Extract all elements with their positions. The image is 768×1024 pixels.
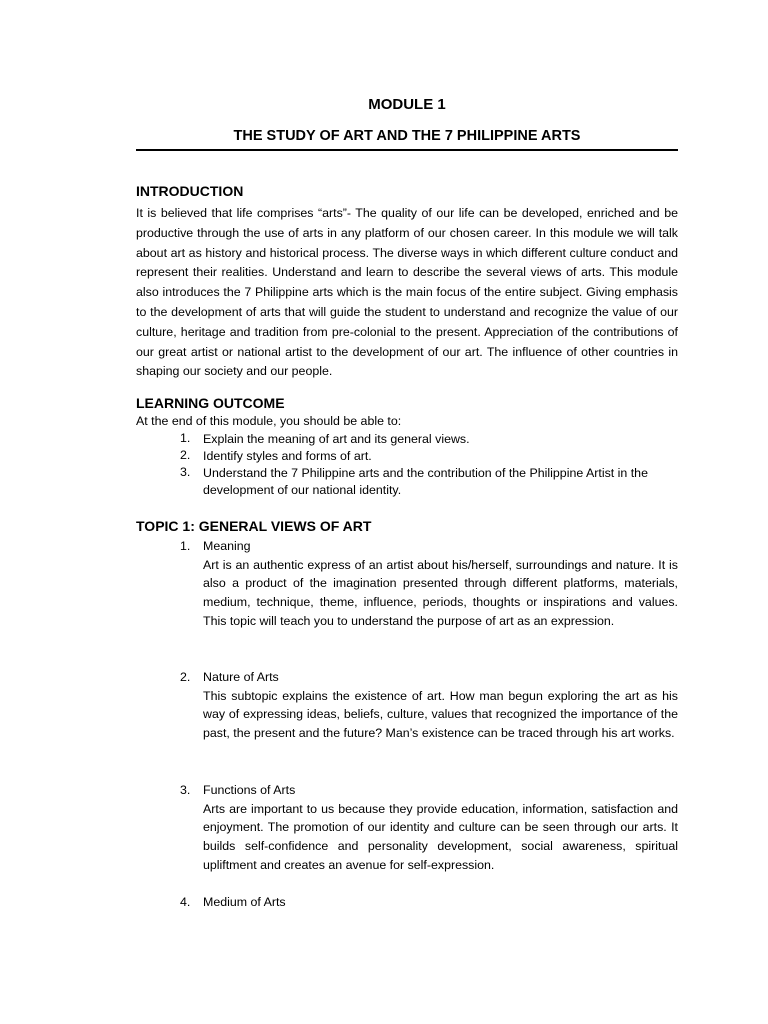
topic-item-title: Functions of Arts bbox=[203, 783, 296, 797]
topic-item-body: This subtopic explains the existence of art. How man begun exploring the art as his way of expressing ideas, beliefs, culture, values that recognized the importance of the past, the present and the future? Man’s existence can be traced through his art works. bbox=[203, 688, 678, 740]
topic-item bbox=[180, 537, 678, 630]
outcome-item-text: Understand the 7 Philippine arts and the contribution of the Philippine Artist in the development of our national identity. bbox=[203, 466, 648, 497]
learning-outcome-heading: LEARNING OUTCOME bbox=[136, 395, 285, 411]
outcome-item bbox=[180, 448, 678, 465]
introduction-body: It is believed that life comprises “arts”- The quality of our life can be developed, enriched and be productive through the use of arts in any platform of our chosen career. In this module we will talk about art as history and historical process. The diverse ways in which different culture conduct and represent their realities. Understand and learn to describe the several views of arts. This module also introduces the 7 Philippine arts which is the main focus of the entire subject. Giving emphasis to the development of arts that will guide the student to understand and recognize the value of our culture, heritage and tradition from pre-colonial to the present. Appreciation of the contributions of our great artist or national artist to the development of our art. The influence of other countries in shaping our society and our people. bbox=[136, 206, 678, 379]
outcome-item-number: 2. bbox=[180, 448, 191, 462]
topic-item bbox=[180, 781, 678, 874]
topic-item-number: 2. bbox=[180, 670, 191, 684]
topic-item bbox=[180, 893, 678, 912]
topic-item-body: Arts are important to us because they provide education, information, satisfaction and enjoyment. The promotion of our identity and culture can be seen through our arts. It builds self-confidence and personality development, social awareness, spiritual upliftment and creates an avenue for self-expression. bbox=[203, 801, 678, 872]
topic-item-body: Art is an authentic express of an artist about his/herself, surroundings and nature. It is also a product of the imagination presented through different platforms, materials, medium, technique, theme, influence, periods, thoughts or inspirations and values. This topic will teach you to understand the purpose of art as an expression. bbox=[203, 557, 678, 628]
title-divider bbox=[136, 149, 678, 151]
topic-item bbox=[180, 668, 678, 743]
document-title: THE STUDY OF ART AND THE 7 PHILIPPINE ARTS bbox=[233, 128, 581, 144]
outcome-item bbox=[180, 465, 678, 499]
outcome-item-number: 1. bbox=[180, 431, 191, 445]
topic-item-title: Medium of Arts bbox=[203, 895, 286, 909]
topic-item-title: Nature of Arts bbox=[203, 670, 279, 684]
introduction-heading: INTRODUCTION bbox=[136, 183, 244, 199]
topic-item-title: Meaning bbox=[203, 539, 251, 553]
topic-item-number: 4. bbox=[180, 895, 191, 909]
outcome-item-text: Identify styles and forms of art. bbox=[203, 449, 372, 463]
outcome-item bbox=[180, 431, 678, 448]
outcome-item-text: Explain the meaning of art and its general views. bbox=[203, 432, 470, 446]
topic-item-number: 3. bbox=[180, 783, 191, 797]
module-label: MODULE 1 bbox=[368, 96, 446, 113]
learning-outcome-intro: At the end of this module, you should be able to: bbox=[136, 414, 402, 428]
topic1-heading: TOPIC 1: GENERAL VIEWS OF ART bbox=[136, 518, 372, 534]
topic-item-number: 1. bbox=[180, 539, 191, 553]
outcome-item-number: 3. bbox=[180, 465, 191, 479]
